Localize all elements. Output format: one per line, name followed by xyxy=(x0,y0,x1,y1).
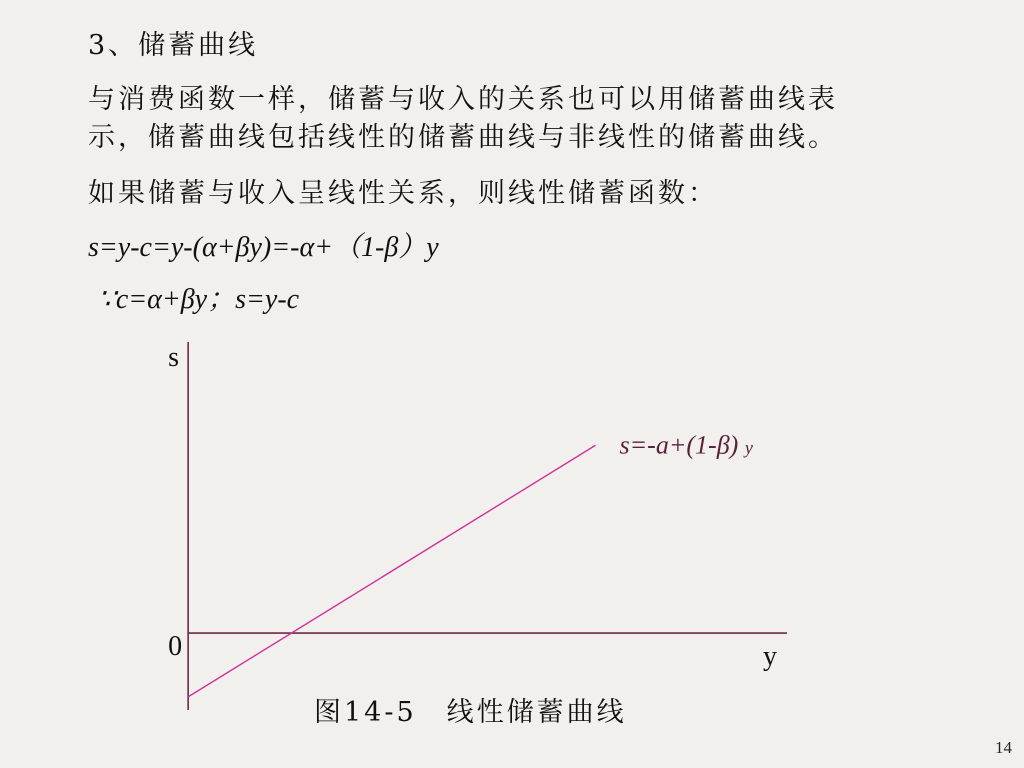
section-heading: 3、储蓄曲线 xyxy=(88,30,259,61)
page-number: 14 xyxy=(995,738,1012,757)
paragraph-line: 如果储蓄与收入呈线性关系，则线性储蓄函数： xyxy=(88,178,718,209)
paragraph-line: 示，储蓄曲线包括线性的储蓄曲线与非线性的储蓄曲线。 xyxy=(88,122,838,153)
paragraph-line: 与消费函数一样，储蓄与收入的关系也可以用储蓄曲线表 xyxy=(88,84,838,115)
y-axis-label: s xyxy=(168,342,180,373)
line-label-suffix: y xyxy=(744,437,753,458)
savings-function-formula: s=y-c=y-(α+βy)=-α+（1-β）y xyxy=(88,232,439,263)
x-axis-label: y xyxy=(763,641,777,673)
identity-formula: ∵c=α+βy；s=y-c xyxy=(98,284,300,315)
line-label: s=-a+(1-β) y xyxy=(619,430,753,460)
savings-line xyxy=(188,445,595,697)
figure-caption: 图14-5 线性储蓄曲线 xyxy=(314,697,627,728)
origin-label: 0 xyxy=(168,631,183,663)
